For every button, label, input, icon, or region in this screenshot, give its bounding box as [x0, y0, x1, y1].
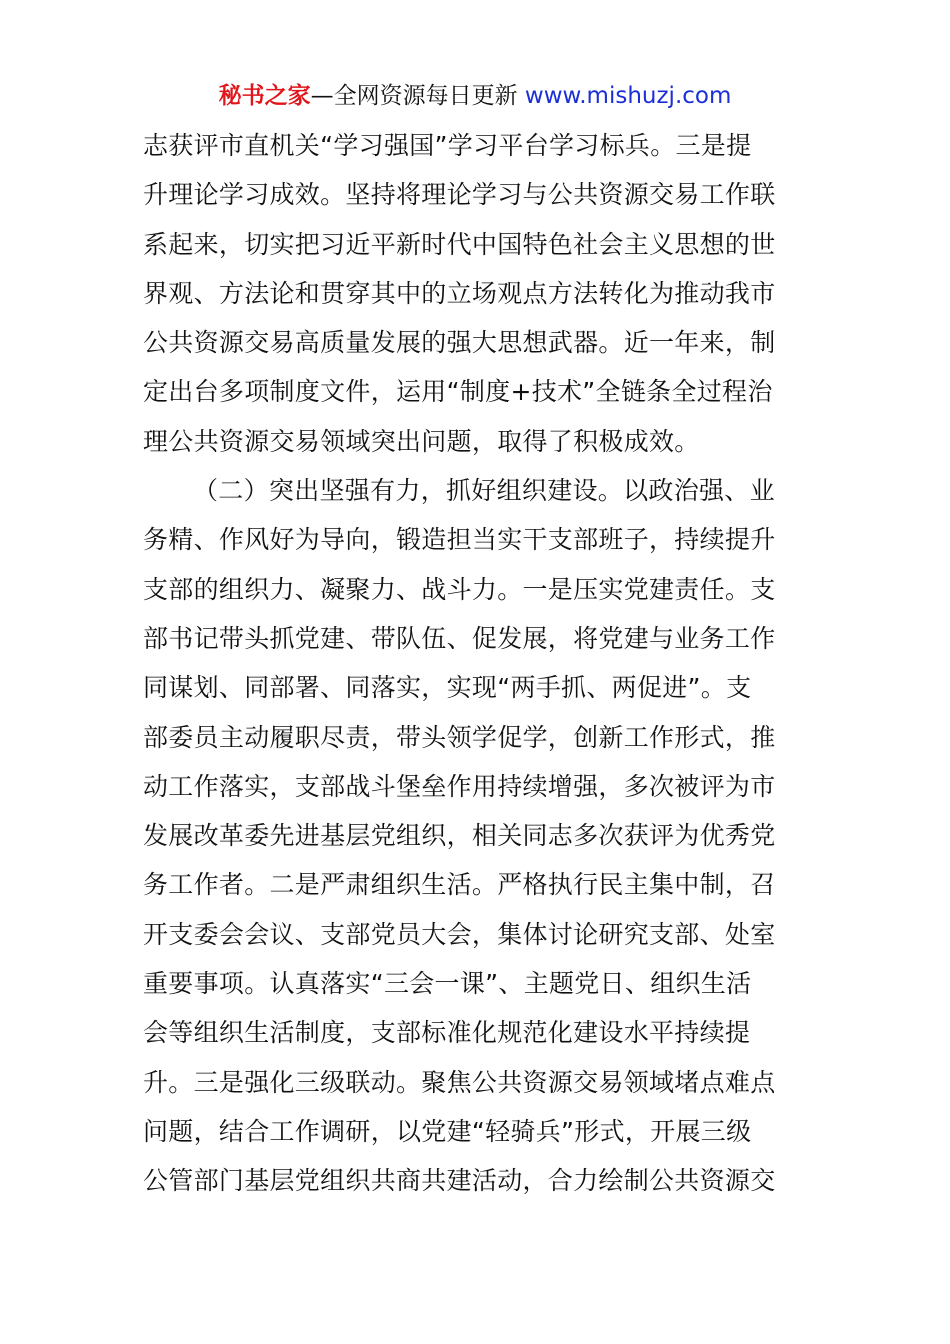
text-line: 开支委会会议、支部党员大会，集体讨论研究支部、处室 — [143, 919, 776, 949]
text-line: 同谋划、同部署、同落实，实现“两手抓、两促进”。支 — [143, 673, 752, 703]
text-line: 公管部门基层党组织共商共建活动，合力绘制公共资源交 — [143, 1166, 776, 1196]
site-brand: 秘书之家 — [218, 83, 311, 109]
text-line: 升理论学习成效。坚持将理论学习与公共资源交易工作联 — [143, 180, 776, 210]
text-line: 务精、作风好为导向，锻造担当实干支部班子，持续提升 — [143, 525, 776, 555]
text-line: 会等组织生活制度，支部标准化规范化建设水平持续提 — [143, 1018, 751, 1048]
text-line: 界观、方法论和贯穿其中的立场观点方法转化为推动我市 — [143, 278, 776, 308]
text-line: 志获评市直机关“学习强国”学习平台学习标兵。三是提 — [143, 131, 752, 160]
text-line: 系起来，切实把习近平新时代中国特色社会主义思想的世 — [143, 229, 776, 259]
text-line: 支部的组织力、凝聚力、战斗力。一是压实党建责任。支 — [143, 574, 776, 604]
text-line: 定出台多项制度文件，运用“制度+技术”全链条全过程治 — [143, 377, 773, 407]
text-line: 务工作者。二是严肃组织生活。严格执行民主集中制，召 — [143, 870, 776, 900]
document-body — [143, 121, 807, 1206]
text-line: 部委员主动履职尽责，带头领学促学，创新工作形式，推 — [143, 722, 776, 752]
text-line: 公共资源交易高质量发展的强大思想武器。近一年来，制 — [143, 328, 776, 358]
text-line: 部书记带头抓党建、带队伍、促发展，将党建与业务工作 — [143, 623, 776, 653]
text-line: 理公共资源交易领域突出问题，取得了积极成效。 — [143, 426, 700, 456]
text-line: 发展改革委先进基层党组织，相关同志多次获评为优秀党 — [143, 821, 776, 851]
text-line: 重要事项。认真落实“三会一课”、主题党日、组织生活 — [143, 969, 752, 999]
page-header — [0, 80, 950, 112]
site-tagline: —全网资源每日更新 — [310, 83, 518, 109]
site-url-link[interactable]: www.mishuzj.com — [524, 83, 732, 109]
text-line: 升。三是强化三级联动。聚焦公共资源交易领域堵点难点 — [143, 1067, 776, 1097]
text-line: 动工作落实，支部战斗堡垒作用持续增强，多次被评为市 — [143, 771, 776, 801]
text-line: 问题，结合工作调研，以党建“轻骑兵”形式，开展三级 — [143, 1116, 752, 1146]
section-heading-line: （二）突出坚强有力，抓好组织建设。以政治强、业 — [193, 476, 775, 506]
